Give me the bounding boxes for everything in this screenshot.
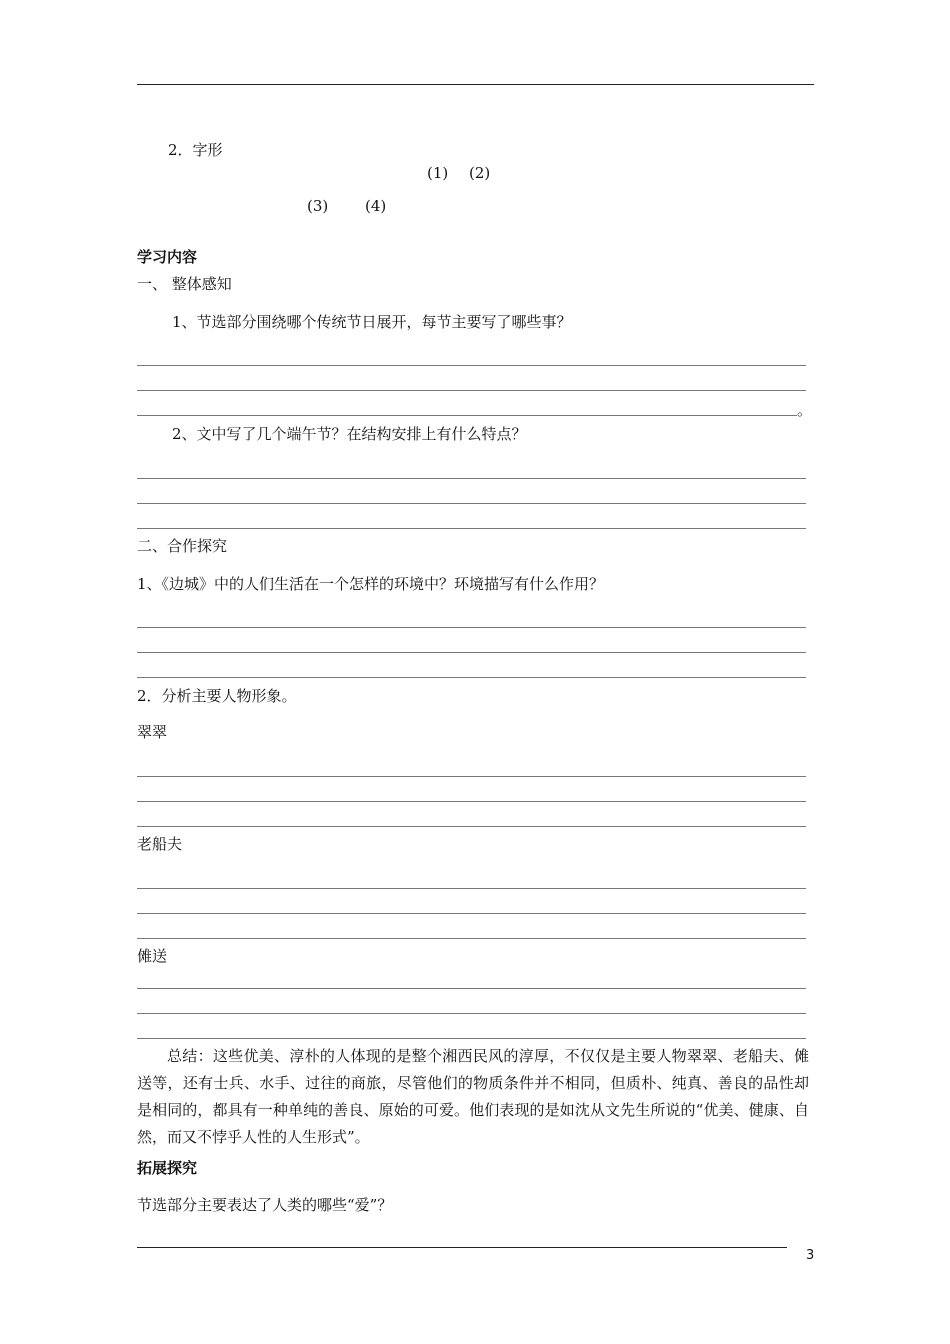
answer-line[interactable] [137,503,806,504]
answer-line[interactable] [137,801,806,802]
part2-question-2: 2．分析主要人物形象。 [137,687,297,705]
blank-4-label: (4) [365,197,387,215]
answer-line[interactable] [137,652,806,653]
footer-rule [137,1247,787,1248]
answer-line[interactable] [137,913,806,914]
answer-line[interactable] [137,478,806,479]
character-cuicui-label: 翠翠 [137,723,168,741]
question-1-period: 。 [797,401,813,419]
zixing-label: 2．字形 [168,141,223,159]
answer-line[interactable] [137,938,806,939]
answer-line[interactable] [137,1013,806,1014]
answer-line[interactable] [137,415,797,416]
blank-1-label: (1) [427,164,449,182]
part1-question-2: 2、文中写了几个端午节？在结构安排上有什么特点？ [172,425,527,443]
blank-2-label: (2) [469,164,491,182]
answer-line[interactable] [137,627,806,628]
answer-line[interactable] [137,1038,806,1039]
part1-title: 一、 整体感知 [137,275,232,293]
blank-3-label: (3) [307,197,329,215]
page-number: 3 [806,1248,815,1263]
answer-line[interactable] [137,888,806,889]
part1-question-1: 1、节选部分围绕哪个传统节日展开，每节主要写了哪些事？ [172,313,572,331]
character-boatman-label: 老船夫 [137,835,183,853]
answer-line[interactable] [137,528,806,529]
section-title-content: 学习内容 [137,248,198,266]
header-rule [137,84,814,85]
answer-line[interactable] [137,826,806,827]
answer-line[interactable] [137,390,806,391]
answer-line[interactable] [137,776,806,777]
answer-line[interactable] [137,988,806,989]
character-nuosong-label: 傩送 [137,947,168,965]
section-title-extension: 拓展探究 [137,1159,198,1177]
answer-line[interactable] [137,365,806,366]
part2-title: 二、合作探究 [137,537,228,555]
answer-line[interactable] [137,677,806,678]
part2-question-1: 1、《边城》中的人们生活在一个怎样的环境中？环境描写有什么作用？ [137,575,605,593]
extension-question: 节选部分主要表达了人类的哪些“爱”？ [137,1196,393,1214]
summary-paragraph: 总结：这些优美、淳朴的人体现的是整个湘西民风的淳厚，不仅仅是主要人物翠翠、老船夫、傩送等，还有士兵、水手、过往的商旅，尽管他们的物质条件并不相同，但质朴、纯真、善良的品性却是相同的，都具有一种单纯的善良、原始的可爱。他们表现的是如沈从文先生所说的“优美、健康、自然，而又不悖乎人性的人生形式”。 [137,1047,809,1146]
